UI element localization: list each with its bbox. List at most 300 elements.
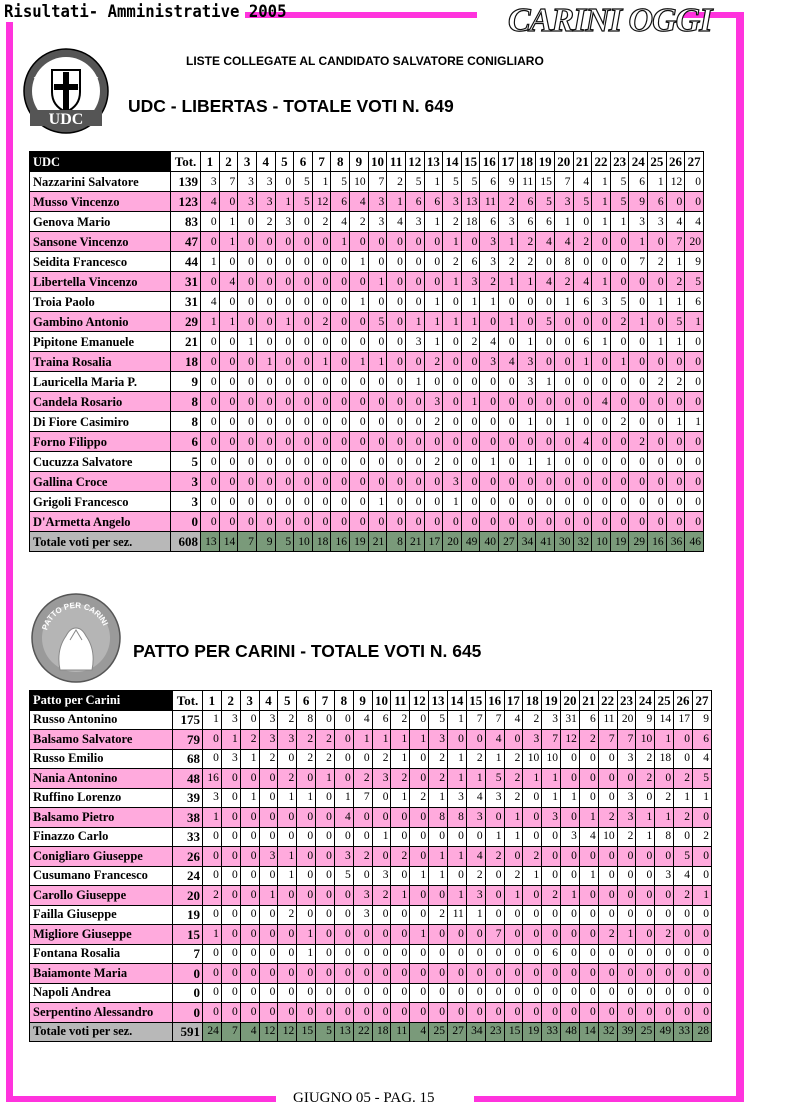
section-vote-cell: 17 bbox=[674, 710, 693, 730]
section-vote-cell: 2 bbox=[542, 886, 561, 906]
table-row bbox=[30, 172, 704, 192]
section-vote-cell: 0 bbox=[387, 252, 406, 272]
section-vote-cell: 3 bbox=[372, 769, 391, 789]
section-vote-cell: 0 bbox=[629, 352, 648, 372]
section-vote-cell: 0 bbox=[629, 372, 648, 392]
section-vote-cell: 0 bbox=[629, 452, 648, 472]
section-header-cell: 3 bbox=[238, 152, 257, 172]
section-vote-cell: 2 bbox=[372, 749, 391, 769]
section-vote-cell: 0 bbox=[221, 827, 240, 847]
section-vote-cell: 0 bbox=[517, 292, 536, 312]
section-vote-cell: 2 bbox=[674, 769, 693, 789]
section-vote-cell: 1 bbox=[387, 192, 406, 212]
section-vote-cell: 0 bbox=[405, 292, 424, 312]
section-vote-cell: 0 bbox=[405, 412, 424, 432]
section-vote-cell: 0 bbox=[466, 925, 485, 945]
patto-logo-text: PATTO PER CARINI bbox=[40, 600, 110, 632]
section-vote-cell: 0 bbox=[692, 866, 711, 886]
section-vote-cell: 0 bbox=[485, 944, 504, 964]
section-vote-cell: 0 bbox=[666, 432, 685, 452]
section-vote-cell: 0 bbox=[312, 252, 331, 272]
section-vote-cell: 0 bbox=[685, 352, 704, 372]
candidate-total-cell: 33 bbox=[173, 827, 203, 847]
section-vote-cell: 0 bbox=[203, 827, 222, 847]
section-vote-cell: 0 bbox=[368, 472, 387, 492]
section-header-cell: 7 bbox=[312, 152, 331, 172]
section-vote-cell: 0 bbox=[294, 272, 313, 292]
candidate-total-cell: 8 bbox=[171, 392, 201, 412]
section-vote-cell: 1 bbox=[517, 332, 536, 352]
section-vote-cell: 0 bbox=[692, 925, 711, 945]
section-vote-cell: 1 bbox=[443, 232, 462, 252]
section-vote-cell: 1 bbox=[278, 788, 297, 808]
section-vote-cell: 1 bbox=[201, 312, 220, 332]
section-vote-cell: 0 bbox=[480, 432, 499, 452]
section-vote-cell: 0 bbox=[554, 452, 573, 472]
section-vote-cell: 0 bbox=[240, 808, 259, 828]
section-header-cell: 18 bbox=[517, 152, 536, 172]
totals-section-cell: 33 bbox=[542, 1022, 561, 1042]
section-vote-cell: 0 bbox=[443, 452, 462, 472]
section-vote-cell: 0 bbox=[219, 472, 238, 492]
section-vote-cell: 0 bbox=[240, 866, 259, 886]
section-vote-cell: 18 bbox=[461, 212, 480, 232]
section-vote-cell: 0 bbox=[331, 312, 350, 332]
section-vote-cell: 2 bbox=[554, 272, 573, 292]
section-vote-cell: 0 bbox=[466, 983, 485, 1003]
section-vote-cell: 0 bbox=[666, 492, 685, 512]
section-vote-cell: 0 bbox=[443, 372, 462, 392]
section-vote-cell: 0 bbox=[294, 232, 313, 252]
section-vote-cell: 3 bbox=[592, 292, 611, 312]
section-vote-cell: 5 bbox=[368, 312, 387, 332]
section-vote-cell: 0 bbox=[278, 944, 297, 964]
section-vote-cell: 2 bbox=[429, 905, 448, 925]
section-vote-cell: 0 bbox=[573, 212, 592, 232]
section-vote-cell: 0 bbox=[485, 983, 504, 1003]
section-vote-cell: 0 bbox=[480, 392, 499, 412]
section-vote-cell: 0 bbox=[666, 512, 685, 532]
section-vote-cell: 7 bbox=[368, 172, 387, 192]
section-vote-cell: 0 bbox=[391, 827, 410, 847]
section-vote-cell: 1 bbox=[443, 492, 462, 512]
table-row bbox=[30, 272, 704, 292]
section-vote-cell: 6 bbox=[517, 192, 536, 212]
section-vote-cell: 3 bbox=[517, 372, 536, 392]
section-vote-cell: 0 bbox=[648, 232, 667, 252]
section-vote-cell: 0 bbox=[592, 412, 611, 432]
section-vote-cell: 2 bbox=[297, 749, 316, 769]
section-vote-cell: 1 bbox=[542, 788, 561, 808]
section-vote-cell: 2 bbox=[466, 749, 485, 769]
totals-section-cell: 23 bbox=[485, 1022, 504, 1042]
section-vote-cell: 6 bbox=[461, 252, 480, 272]
table-row bbox=[30, 232, 704, 252]
section-vote-cell: 0 bbox=[203, 1003, 222, 1023]
section-vote-cell: 18 bbox=[655, 749, 674, 769]
section-vote-cell: 2 bbox=[391, 847, 410, 867]
totals-section-cell: 9 bbox=[256, 532, 275, 552]
section-vote-cell: 7 bbox=[219, 172, 238, 192]
section-vote-cell: 0 bbox=[238, 252, 257, 272]
candidate-total-cell: 15 bbox=[173, 925, 203, 945]
table-row bbox=[30, 432, 704, 452]
section-vote-cell: 2 bbox=[485, 847, 504, 867]
section-vote-cell: 6 bbox=[629, 172, 648, 192]
section-header-cell: 18 bbox=[523, 691, 542, 711]
section-vote-cell: 2 bbox=[461, 332, 480, 352]
section-vote-cell: 0 bbox=[536, 492, 555, 512]
section-vote-cell: 1 bbox=[636, 827, 655, 847]
section-vote-cell: 0 bbox=[331, 452, 350, 472]
section-vote-cell: 7 bbox=[485, 710, 504, 730]
section-vote-cell: 2 bbox=[629, 432, 648, 452]
section-vote-cell: 0 bbox=[485, 866, 504, 886]
section-vote-cell: 2 bbox=[499, 252, 518, 272]
section-vote-cell: 0 bbox=[256, 252, 275, 272]
section-vote-cell: 0 bbox=[410, 808, 429, 828]
section-vote-cell: 1 bbox=[424, 172, 443, 192]
section-vote-cell: 0 bbox=[350, 412, 369, 432]
section-vote-cell: 5 bbox=[536, 312, 555, 332]
section-vote-cell: 1 bbox=[655, 730, 674, 750]
section-vote-cell: 0 bbox=[221, 769, 240, 789]
section-vote-cell: 0 bbox=[297, 827, 316, 847]
section-vote-cell: 0 bbox=[259, 944, 278, 964]
tot-header-cell: Tot. bbox=[173, 691, 203, 711]
section-vote-cell: 0 bbox=[278, 808, 297, 828]
section-vote-cell: 0 bbox=[391, 944, 410, 964]
section-vote-cell: 0 bbox=[447, 1003, 466, 1023]
section-vote-cell: 0 bbox=[331, 472, 350, 492]
section-vote-cell: 0 bbox=[536, 292, 555, 312]
section-vote-cell: 0 bbox=[523, 1003, 542, 1023]
section-vote-cell: 8 bbox=[429, 808, 448, 828]
section-vote-cell: 0 bbox=[316, 925, 335, 945]
section-vote-cell: 0 bbox=[219, 512, 238, 532]
section-vote-cell: 0 bbox=[536, 252, 555, 272]
section-vote-cell: 0 bbox=[312, 292, 331, 312]
section-vote-cell: 0 bbox=[554, 312, 573, 332]
candidate-total-cell: 6 bbox=[171, 432, 201, 452]
section-vote-cell: 0 bbox=[579, 983, 598, 1003]
section-vote-cell: 0 bbox=[592, 312, 611, 332]
section-vote-cell: 0 bbox=[480, 312, 499, 332]
section-header-cell: 24 bbox=[629, 152, 648, 172]
section-vote-cell: 0 bbox=[331, 372, 350, 392]
section-vote-cell: 0 bbox=[350, 372, 369, 392]
section-vote-cell: 0 bbox=[598, 886, 617, 906]
section-header-cell: 26 bbox=[666, 152, 685, 172]
section-vote-cell: 0 bbox=[598, 1003, 617, 1023]
section-vote-cell: 0 bbox=[674, 827, 693, 847]
section-vote-cell: 1 bbox=[368, 352, 387, 372]
section-vote-cell: 4 bbox=[573, 272, 592, 292]
table-row bbox=[30, 332, 704, 352]
section-vote-cell: 0 bbox=[579, 944, 598, 964]
candidate-total-cell: 31 bbox=[171, 272, 201, 292]
section-vote-cell: 0 bbox=[256, 332, 275, 352]
section-vote-cell: 0 bbox=[350, 512, 369, 532]
section-vote-cell: 0 bbox=[387, 512, 406, 532]
section-vote-cell: 0 bbox=[203, 983, 222, 1003]
section-vote-cell: 0 bbox=[331, 432, 350, 452]
section-header-cell: 14 bbox=[447, 691, 466, 711]
section-vote-cell: 5 bbox=[485, 769, 504, 789]
section-vote-cell: 3 bbox=[424, 392, 443, 412]
totals-section-cell: 18 bbox=[372, 1022, 391, 1042]
section-vote-cell: 0 bbox=[219, 332, 238, 352]
section-vote-cell: 0 bbox=[561, 983, 580, 1003]
table-row bbox=[30, 352, 704, 372]
section-vote-cell: 0 bbox=[238, 452, 257, 472]
section-vote-cell: 2 bbox=[312, 312, 331, 332]
section-vote-cell: 1 bbox=[648, 172, 667, 192]
section-vote-cell: 1 bbox=[259, 886, 278, 906]
section-vote-cell: 0 bbox=[523, 905, 542, 925]
table-row bbox=[30, 886, 712, 906]
section-vote-cell: 0 bbox=[331, 272, 350, 292]
section-vote-cell: 0 bbox=[387, 312, 406, 332]
section-vote-cell: 0 bbox=[610, 512, 629, 532]
section-vote-cell: 0 bbox=[504, 964, 523, 984]
section-vote-cell: 0 bbox=[259, 1003, 278, 1023]
section-vote-cell: 0 bbox=[331, 492, 350, 512]
section-vote-cell: 0 bbox=[674, 730, 693, 750]
section-vote-cell: 0 bbox=[579, 925, 598, 945]
section-vote-cell: 4 bbox=[573, 432, 592, 452]
section-vote-cell: 3 bbox=[201, 172, 220, 192]
section-vote-cell: 2 bbox=[504, 769, 523, 789]
section-vote-cell: 0 bbox=[238, 412, 257, 432]
totals-label-cell: Totale voti per sez. bbox=[30, 1022, 173, 1042]
section-vote-cell: 0 bbox=[666, 472, 685, 492]
section-vote-cell: 0 bbox=[542, 983, 561, 1003]
section-vote-cell: 2 bbox=[610, 412, 629, 432]
page-footer: GIUGNO 05 - PAG. 15 bbox=[293, 1090, 435, 1106]
section-vote-cell: 6 bbox=[648, 192, 667, 212]
section-vote-cell: 1 bbox=[517, 272, 536, 292]
section-vote-cell: 0 bbox=[278, 925, 297, 945]
section-vote-cell: 0 bbox=[238, 512, 257, 532]
section-vote-cell: 0 bbox=[238, 352, 257, 372]
totals-section-cell: 10 bbox=[294, 532, 313, 552]
totals-section-cell: 19 bbox=[350, 532, 369, 552]
section-vote-cell: 0 bbox=[410, 983, 429, 1003]
section-vote-cell: 4 bbox=[554, 232, 573, 252]
section-vote-cell: 3 bbox=[461, 272, 480, 292]
section-vote-cell: 2 bbox=[353, 847, 372, 867]
section-vote-cell: 0 bbox=[692, 847, 711, 867]
section-vote-cell: 0 bbox=[368, 452, 387, 472]
section-vote-cell: 4 bbox=[466, 788, 485, 808]
candidate-name-cell: Nazzarini Salvatore bbox=[30, 172, 171, 192]
section-vote-cell: 5 bbox=[536, 192, 555, 212]
udc-logo bbox=[22, 48, 110, 134]
section-vote-cell: 2 bbox=[573, 232, 592, 252]
section-vote-cell: 1 bbox=[278, 866, 297, 886]
section-vote-cell: 2 bbox=[203, 886, 222, 906]
candidate-total-cell: 3 bbox=[171, 472, 201, 492]
section-vote-cell: 3 bbox=[368, 212, 387, 232]
section-vote-cell: 1 bbox=[461, 312, 480, 332]
section-vote-cell: 0 bbox=[636, 905, 655, 925]
section-vote-cell: 0 bbox=[316, 983, 335, 1003]
section-vote-cell: 5 bbox=[666, 312, 685, 332]
candidate-name-cell: Di Fiore Casimiro bbox=[30, 412, 171, 432]
section-vote-cell: 0 bbox=[579, 905, 598, 925]
section-vote-cell: 0 bbox=[410, 847, 429, 867]
section-vote-cell: 0 bbox=[387, 412, 406, 432]
section-vote-cell: 8 bbox=[447, 808, 466, 828]
patto-logo bbox=[30, 592, 122, 684]
section-vote-cell: 0 bbox=[480, 472, 499, 492]
section-vote-cell: 0 bbox=[461, 452, 480, 472]
section-vote-cell: 0 bbox=[554, 372, 573, 392]
section-vote-cell: 0 bbox=[353, 749, 372, 769]
section-vote-cell: 2 bbox=[666, 272, 685, 292]
section-vote-cell: 0 bbox=[443, 332, 462, 352]
section-vote-cell: 1 bbox=[692, 788, 711, 808]
section-vote-cell: 4 bbox=[685, 212, 704, 232]
section-vote-cell: 0 bbox=[429, 964, 448, 984]
section-vote-cell: 0 bbox=[610, 492, 629, 512]
section-vote-cell: 0 bbox=[480, 512, 499, 532]
section-vote-cell: 2 bbox=[480, 272, 499, 292]
section-vote-cell: 0 bbox=[278, 983, 297, 1003]
section-header-cell: 4 bbox=[256, 152, 275, 172]
totals-label-cell: Totale voti per sez. bbox=[30, 532, 171, 552]
section-vote-cell: 0 bbox=[353, 1003, 372, 1023]
section-vote-cell: 0 bbox=[424, 372, 443, 392]
table-row bbox=[30, 866, 712, 886]
section-vote-cell: 0 bbox=[636, 886, 655, 906]
section-vote-cell: 3 bbox=[405, 212, 424, 232]
section-header-cell: 23 bbox=[617, 691, 636, 711]
udc-results-table bbox=[29, 151, 704, 552]
section-vote-cell: 0 bbox=[201, 212, 220, 232]
section-vote-cell: 0 bbox=[240, 710, 259, 730]
section-vote-cell: 2 bbox=[499, 192, 518, 212]
section-vote-cell: 1 bbox=[573, 352, 592, 372]
section-vote-cell: 0 bbox=[617, 866, 636, 886]
totals-section-cell: 34 bbox=[517, 532, 536, 552]
candidate-name-cell: Balsamo Salvatore bbox=[30, 730, 173, 750]
section-vote-cell: 0 bbox=[294, 212, 313, 232]
section-vote-cell: 1 bbox=[485, 749, 504, 769]
section-header-cell: 22 bbox=[598, 691, 617, 711]
section-vote-cell: 1 bbox=[350, 252, 369, 272]
section-vote-cell: 11 bbox=[598, 710, 617, 730]
section-vote-cell: 1 bbox=[203, 925, 222, 945]
section-vote-cell: 0 bbox=[316, 866, 335, 886]
totals-section-cell: 20 bbox=[443, 532, 462, 552]
section-vote-cell: 0 bbox=[316, 788, 335, 808]
section-vote-cell: 0 bbox=[259, 983, 278, 1003]
section-vote-cell: 0 bbox=[592, 352, 611, 372]
section-vote-cell: 0 bbox=[331, 252, 350, 272]
totals-section-cell: 12 bbox=[259, 1022, 278, 1042]
section-vote-cell: 1 bbox=[517, 452, 536, 472]
section-vote-cell: 0 bbox=[636, 944, 655, 964]
section-vote-cell: 0 bbox=[617, 944, 636, 964]
section-vote-cell: 0 bbox=[275, 472, 294, 492]
section-vote-cell: 4 bbox=[536, 272, 555, 292]
section-header-cell: 12 bbox=[410, 691, 429, 711]
section-vote-cell: 1 bbox=[636, 808, 655, 828]
section-vote-cell: 0 bbox=[410, 710, 429, 730]
section-vote-cell: 0 bbox=[674, 925, 693, 945]
section-vote-cell: 1 bbox=[648, 292, 667, 312]
section-vote-cell: 0 bbox=[447, 944, 466, 964]
section-vote-cell: 0 bbox=[610, 392, 629, 412]
candidate-total-cell: 48 bbox=[173, 769, 203, 789]
totals-section-cell: 39 bbox=[617, 1022, 636, 1042]
section-vote-cell: 0 bbox=[294, 512, 313, 532]
section-vote-cell: 1 bbox=[666, 332, 685, 352]
section-vote-cell: 0 bbox=[316, 944, 335, 964]
totals-sum-cell: 608 bbox=[171, 532, 201, 552]
section-vote-cell: 5 bbox=[610, 192, 629, 212]
section-vote-cell: 0 bbox=[372, 788, 391, 808]
section-vote-cell: 0 bbox=[312, 512, 331, 532]
section-vote-cell: 0 bbox=[387, 332, 406, 352]
section-vote-cell: 0 bbox=[636, 866, 655, 886]
section-vote-cell: 0 bbox=[294, 352, 313, 372]
section-vote-cell: 1 bbox=[592, 172, 611, 192]
section-vote-cell: 4 bbox=[485, 730, 504, 750]
section-vote-cell: 0 bbox=[554, 492, 573, 512]
section-vote-cell: 0 bbox=[536, 352, 555, 372]
section-vote-cell: 0 bbox=[636, 1003, 655, 1023]
section-vote-cell: 0 bbox=[517, 432, 536, 452]
section-vote-cell: 0 bbox=[221, 905, 240, 925]
candidate-total-cell: 44 bbox=[171, 252, 201, 272]
section-vote-cell: 0 bbox=[429, 886, 448, 906]
section-vote-cell: 0 bbox=[573, 372, 592, 392]
section-vote-cell: 7 bbox=[485, 925, 504, 945]
section-vote-cell: 0 bbox=[312, 412, 331, 432]
section-vote-cell: 3 bbox=[259, 730, 278, 750]
section-vote-cell: 1 bbox=[499, 312, 518, 332]
section-vote-cell: 14 bbox=[655, 710, 674, 730]
section-vote-cell: 1 bbox=[480, 452, 499, 472]
section-vote-cell: 0 bbox=[573, 472, 592, 492]
candidate-name-cell: Gallina Croce bbox=[30, 472, 171, 492]
section-vote-cell: 0 bbox=[275, 512, 294, 532]
section-vote-cell: 0 bbox=[294, 292, 313, 312]
section-vote-cell: 0 bbox=[636, 788, 655, 808]
section-vote-cell: 0 bbox=[499, 332, 518, 352]
section-header-cell: 9 bbox=[350, 152, 369, 172]
table-row bbox=[30, 749, 712, 769]
section-vote-cell: 0 bbox=[368, 232, 387, 252]
candidate-total-cell: 24 bbox=[173, 866, 203, 886]
section-vote-cell: 1 bbox=[312, 352, 331, 372]
section-vote-cell: 5 bbox=[429, 710, 448, 730]
section-vote-cell: 4 bbox=[201, 192, 220, 212]
section-vote-cell: 0 bbox=[219, 432, 238, 452]
section-vote-cell: 0 bbox=[573, 312, 592, 332]
section-vote-cell: 0 bbox=[391, 983, 410, 1003]
candidate-total-cell: 38 bbox=[173, 808, 203, 828]
section-vote-cell: 1 bbox=[617, 925, 636, 945]
section-vote-cell: 0 bbox=[259, 905, 278, 925]
section-vote-cell: 7 bbox=[466, 710, 485, 730]
section-vote-cell: 0 bbox=[203, 866, 222, 886]
section-vote-cell: 0 bbox=[387, 372, 406, 392]
section-vote-cell: 0 bbox=[256, 452, 275, 472]
